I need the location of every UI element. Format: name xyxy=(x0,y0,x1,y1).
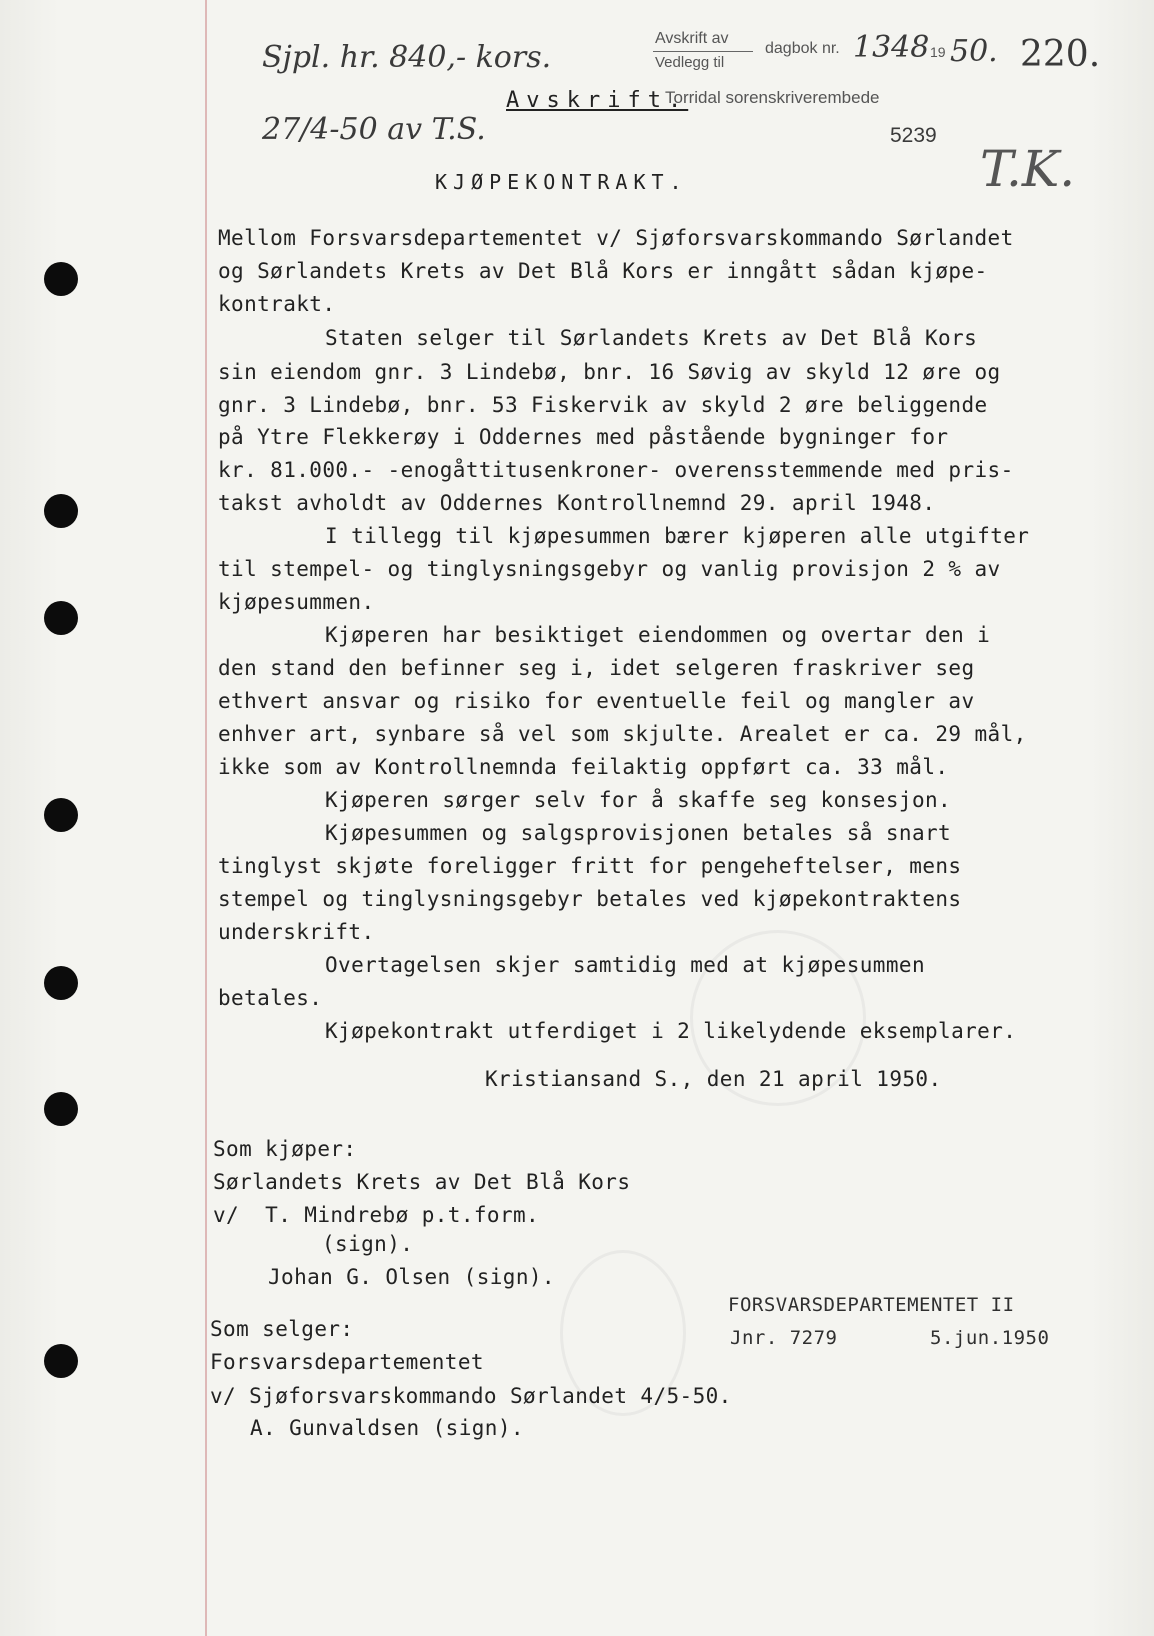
body-line: Kjøperen har besiktiget eiendommen og overtar den i xyxy=(325,623,991,647)
dept-stamp-journal-number: Jnr. 7279 xyxy=(730,1327,838,1349)
buyer-name: Sørlandets Krets av Det Blå Kors xyxy=(213,1170,631,1194)
body-line: betales. xyxy=(218,986,323,1010)
body-line: sin eiendom gnr. 3 Lindebø, bnr. 16 Søvig av skyld 12 øre og xyxy=(218,360,1001,384)
punch-hole-7 xyxy=(44,1344,78,1378)
seller-representative: v/ Sjøforsvarskommando Sørlandet 4/5-50. xyxy=(210,1384,732,1408)
body-line: I tillegg til kjøpesummen bærer kjøperen alle utgifter xyxy=(325,524,1030,548)
punch-hole-6 xyxy=(44,1092,78,1126)
punch-hole-5 xyxy=(44,966,78,1000)
typed-avskrift-heading: Avskrift. xyxy=(506,88,689,113)
body-line: ikke som av Kontrollnemnda feilaktig oppført ca. 33 mål. xyxy=(218,755,949,779)
body-line: til stempel- og tinglysningsgebyr og vanlig provisjon 2 % av xyxy=(218,557,1001,581)
body-line: enhver art, synbare så vel som skjulte. Arealet er ca. 29 mål, xyxy=(218,722,1027,746)
buyer-representative: v/ T. Mindrebø p.t.form. xyxy=(213,1203,540,1227)
document-title: KJØPEKONTRAKT. xyxy=(435,170,688,194)
stamp-court-name: Torridal sorenskriverembede xyxy=(665,88,880,107)
dept-stamp-date: 5.jun.1950 xyxy=(930,1327,1050,1349)
body-line: kjøpesummen. xyxy=(218,590,375,614)
stamp-number: 5239 xyxy=(890,124,937,147)
body-line: og Sørlandets Krets av Det Blå Kors er inngått sådan kjøpe- xyxy=(218,259,988,283)
punch-hole-3 xyxy=(44,601,78,635)
handwritten-year: 50. xyxy=(950,34,998,69)
body-line: Kjøpesummen og salgsprovisjonen betales så snart xyxy=(325,821,952,845)
buyer-label: Som kjøper: xyxy=(213,1137,357,1161)
dept-stamp-title: FORSVARSDEPARTEMENTET II xyxy=(728,1294,1015,1316)
stamp-vedlegg-til: Vedlegg til xyxy=(655,54,725,71)
body-line: kr. 81.000.- -enogåttitusenkroner- overensstemmende med pris- xyxy=(218,458,1014,482)
body-line: Kjøperen sørger selv for å skaffe seg konsesjon. xyxy=(325,788,952,812)
punch-hole-4 xyxy=(44,798,78,832)
handwritten-dagbok-number: 1348 xyxy=(853,30,930,65)
body-line: stempel og tinglysningsgebyr betales ved kjøpekontraktens xyxy=(218,887,962,911)
stamp-divider xyxy=(653,51,753,52)
body-line: Staten selger til Sørlandets Krets av Det Blå Kors xyxy=(325,326,978,350)
punch-hole-2 xyxy=(44,494,78,528)
buyer-representative-sign: (sign). xyxy=(322,1232,414,1256)
punch-hole-1 xyxy=(44,262,78,296)
body-line: ethvert ansvar og risiko for eventuelle feil og mangler av xyxy=(218,689,975,713)
body-line: på Ytre Flekkerøy i Oddernes med påstående bygninger for xyxy=(218,425,949,449)
place-and-date: Kristiansand S., den 21 april 1950. xyxy=(485,1067,942,1091)
seller-name: Forsvarsdepartementet xyxy=(210,1350,484,1374)
body-line: Kjøpekontrakt utferdiget i 2 likelydende eksemplarer. xyxy=(325,1019,1017,1043)
stamp-year-prefix: 19 xyxy=(930,44,946,60)
handwritten-page-number: 220. xyxy=(1020,34,1101,75)
seller-label: Som selger: xyxy=(210,1317,354,1341)
body-line: tinglyst skjøte foreligger fritt for pengeheftelser, mens xyxy=(218,854,962,878)
handwritten-reference: Sjpl. hr. 840,- kors. xyxy=(262,40,552,75)
body-line: gnr. 3 Lindebø, bnr. 53 Fiskervik av skyld 2 øre beliggende xyxy=(218,393,988,417)
handwritten-date: 27/4-50 av T.S. xyxy=(262,112,486,147)
seller-representative-2: A. Gunvaldsen (sign). xyxy=(250,1416,524,1440)
stamp-dagbok: dagbok nr. xyxy=(765,40,840,57)
body-line: underskrift. xyxy=(218,920,375,944)
stamp-avskrift-av: Avskrift av xyxy=(655,30,729,47)
body-line: Mellom Forsvarsdepartementet v/ Sjøforsvarskommando Sørlandet xyxy=(218,226,1014,250)
body-line: takst avholdt av Oddernes Kontrollnemnd 29. april 1948. xyxy=(218,491,936,515)
body-line: Overtagelsen skjer samtidig med at kjøpesummen xyxy=(325,953,925,977)
margin-rule xyxy=(205,0,207,1636)
body-line: den stand den befinner seg i, idet selgeren fraskriver seg xyxy=(218,656,975,680)
body-line: kontrakt. xyxy=(218,292,336,316)
handwritten-initials: T.K. xyxy=(980,140,1076,198)
buyer-representative-2: Johan G. Olsen (sign). xyxy=(268,1265,555,1289)
